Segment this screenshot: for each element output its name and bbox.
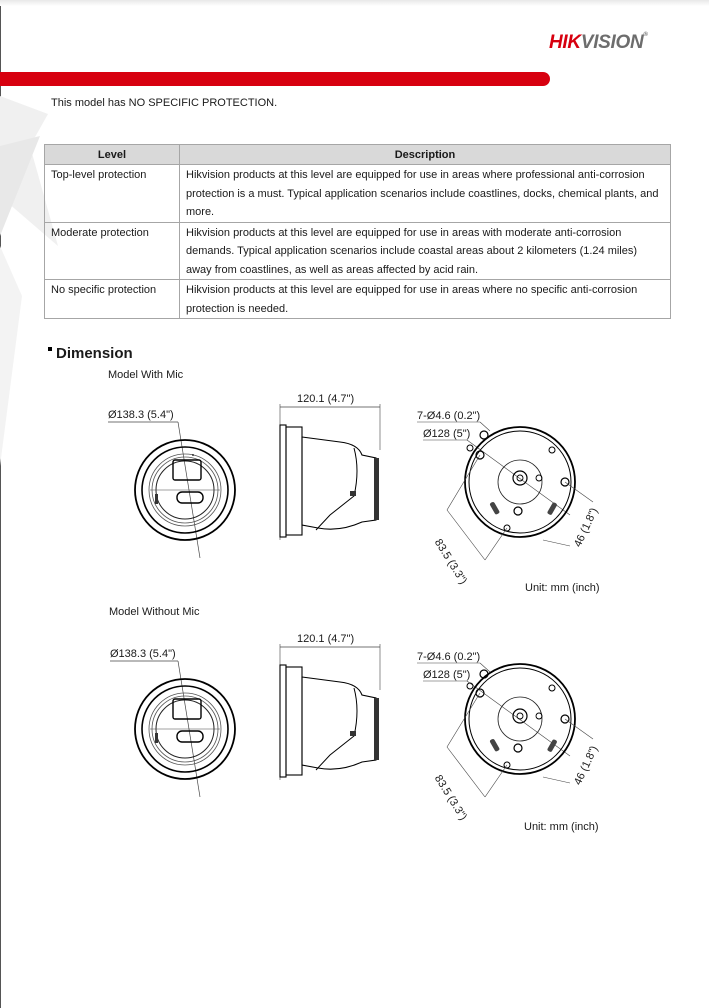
base-diameter-label: Ø128 (5"): [423, 669, 471, 681]
camera-front-view-drawing: [100, 659, 260, 799]
description-cell: Hikvision products at this level are equipped for use in areas where professional anti-corrosion protection is a must. Typical application scenarios include coastlines, docks, chemical plants, and more.: [180, 165, 671, 223]
model-without-mic-label: Model Without Mic: [109, 606, 200, 618]
column-header-description: Description: [180, 145, 671, 165]
dimension-heading: [48, 345, 133, 362]
logo-hik: HIK: [549, 32, 581, 53]
hole-spacing-b-label: 46 (1.8"): [572, 744, 601, 788]
holes-label: 7-Ø4.6 (0.2"): [417, 410, 481, 422]
table-header-row: [45, 145, 671, 165]
level-cell: Top-level protection: [45, 165, 180, 223]
header-red-bar: [0, 72, 550, 86]
level-cell: Moderate protection: [45, 222, 180, 280]
protection-note: This model has NO SPECIFIC PROTECTION.: [51, 97, 278, 109]
description-cell: Hikvision products at this level are equipped for use in areas with moderate anti-corrosion demands. Typical application scenarios include coastal areas about 2 kilometers (1.24 miles) away from coastlines, as well as areas affected by acid rain.: [180, 222, 671, 280]
base-diameter-label: Ø128 (5"): [423, 428, 471, 440]
level-cell: No specific protection: [45, 280, 180, 319]
table-row: [45, 165, 671, 223]
camera-front-view-drawing: [100, 420, 260, 560]
table-row: [45, 280, 671, 319]
hole-spacing-a-label: 83.5 (3.3"): [431, 537, 470, 587]
front-diameter-label: Ø138.3 (5.4"): [110, 648, 176, 660]
unit-label: Unit: mm (inch): [524, 821, 599, 833]
model-with-mic-label: Model With Mic: [108, 369, 184, 381]
side-length-label: 120.1 (4.7"): [297, 393, 355, 405]
hole-spacing-b-label: 46 (1.8"): [572, 506, 601, 550]
registered-mark: ®: [643, 32, 648, 38]
table-row: [45, 222, 671, 280]
camera-side-view-drawing: [270, 400, 390, 550]
top-shade: [0, 0, 709, 6]
front-diameter-label: Ø138.3 (5.4"): [108, 409, 174, 421]
description-cell: Hikvision products at this level are equipped for use in areas where no specific anti-corrosion protection is needed.: [180, 280, 671, 319]
protection-level-table: [44, 144, 671, 319]
camera-side-view-drawing: [270, 640, 390, 790]
bullet-icon: [48, 347, 52, 351]
hikvision-logo: [549, 32, 648, 54]
dimension-title-text: Dimension: [56, 345, 133, 362]
unit-label: Unit: mm (inch): [525, 582, 600, 594]
logo-vision: VISION: [580, 32, 644, 53]
side-length-label: 120.1 (4.7"): [297, 633, 355, 645]
column-header-level: Level: [45, 145, 180, 165]
hole-spacing-a-label: 83.5 (3.3"): [431, 773, 470, 823]
holes-label: 7-Ø4.6 (0.2"): [417, 651, 481, 663]
